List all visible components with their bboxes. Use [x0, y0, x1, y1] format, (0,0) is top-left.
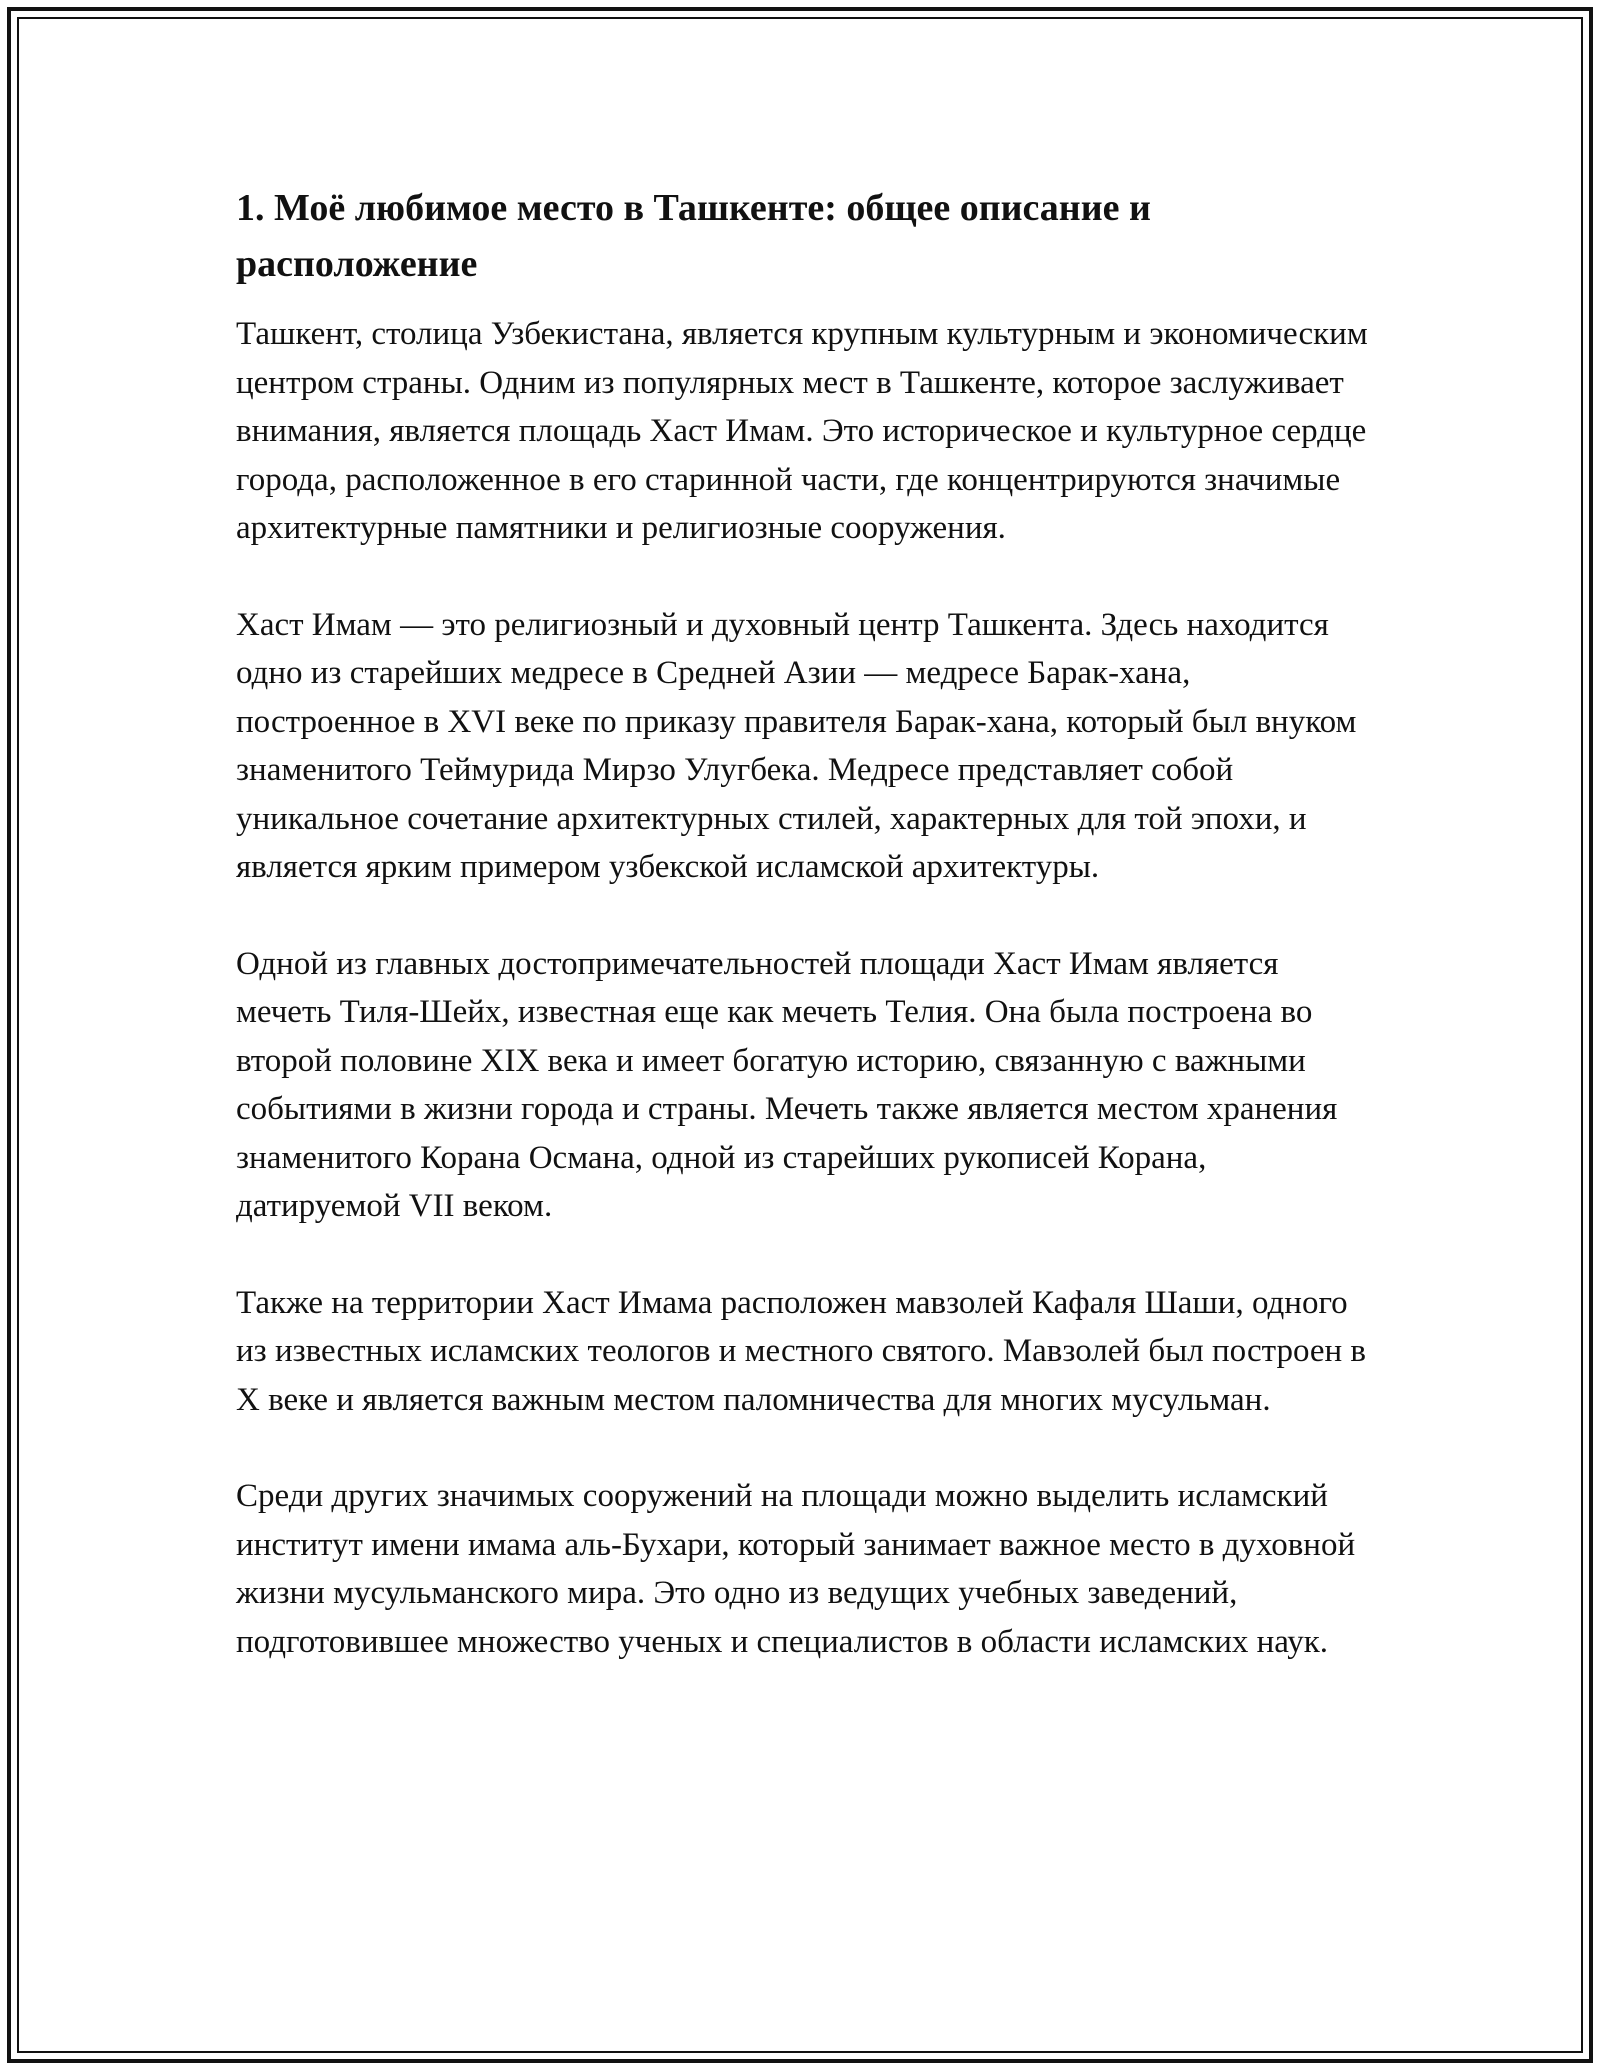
section-heading: 1. Моё любимое место в Ташкенте: общее описание и расположение	[236, 187, 1151, 285]
paragraph-intro: Ташкент, столица Узбекистана, является крупным культурным и экономическим центром страны. Одним из популярных мест в Ташкенте, которое заслуживает внимания, является площадь Хаст Имам. Это историческое и культурное сердце города, расположенное в его старинной части, где концентрируются значимые архитектурные памятники и религиозные сооружения.	[236, 316, 1368, 546]
paragraph-islamic-institute: Среди других значимых сооружений на площади можно выделить исламский институт имени имама аль-Бухари, который занимает важное место в духовной жизни мусульманского мира. Это одно из ведущих учебных заведений, подготовившее множество ученых и специалистов в области исламских наук.	[236, 1478, 1356, 1660]
paragraph-hast-imam: Хаст Имам — это религиозный и духовный центр Ташкента. Здесь находится одно из старейших медресе в Средней Азии — медресе Барак-хана, построенное в XVI веке по приказу правителя Барак-хана, который был внуком знаменитого Теймурида Мирзо Улугбека. Медресе представляет собой уникальное сочетание архитектурных стилей, характерных для той эпохи, и является ярким примером узбекской исламской архитектуры.	[236, 606, 1357, 885]
paragraph-tilya-sheikh-mosque: Одной из главных достопримечательностей площади Хаст Имам является мечеть Тиля-Шейх, известная еще как мечеть Телия. Она была построена во второй половине XIX века и имеет богатую историю, связанную с важными событиями в жизни города и страны. Мечеть также является местом хранения знаменитого Корана Османа, одной из старейших рукописей Корана, датируемой VII веком.	[236, 945, 1338, 1224]
document-body	[236, 180, 1376, 1714]
paragraph-kafal-shashi-mausoleum: Также на территории Хаст Имама расположен мавзолей Кафаля Шаши, одного из известных исламских теологов и местного святого. Мавзолей был построен в X веке и является важным местом паломничества для многих мусульман.	[236, 1284, 1366, 1418]
